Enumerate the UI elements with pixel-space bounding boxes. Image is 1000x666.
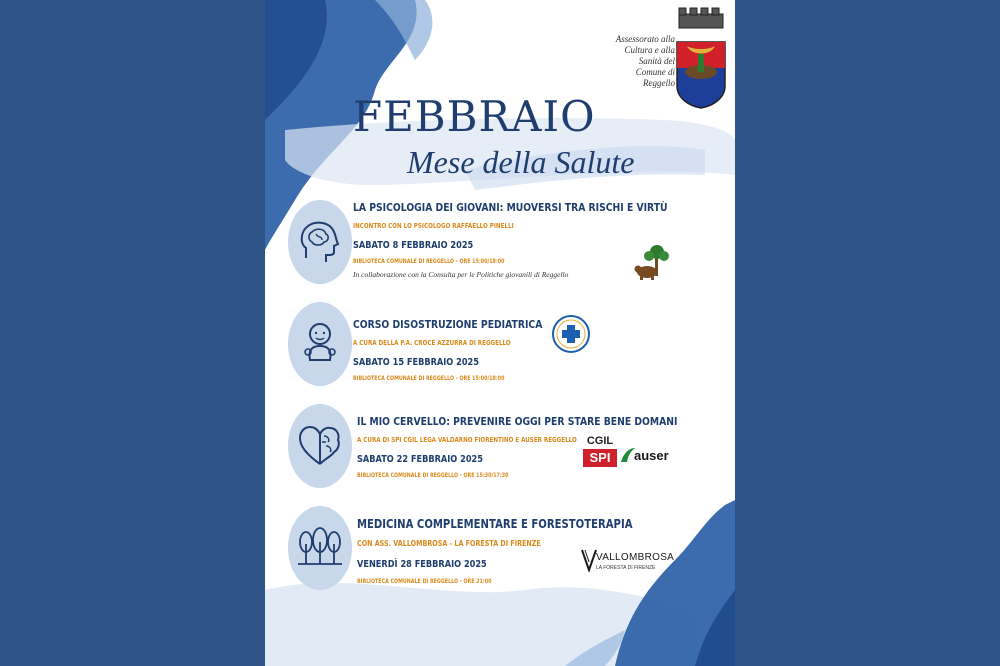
auser-logo (620, 444, 680, 466)
office-line: Comune di (635, 67, 675, 77)
baby-icon (296, 320, 344, 368)
cgil-spi-logo (583, 436, 617, 474)
municipality-office-text (595, 34, 675, 89)
event-icon-circle (288, 506, 352, 590)
town-crest-icon (673, 6, 729, 110)
event-poster (265, 0, 735, 666)
page-title: FEBBRAIO (353, 92, 596, 141)
event-icon-circle (288, 404, 352, 488)
event-icon-circle (288, 302, 352, 386)
vallombrosa-logo-subtext: LA FORESTA DI FIRENZE (596, 565, 656, 571)
event-collaboration-note: In collaborazione con la Consulta per le Politiche giovanili di Reggello (353, 270, 569, 279)
event-icon-circle (288, 200, 352, 284)
event-title: LA PSICOLOGIA DEI GIOVANI: MUOVERSI TRA RISCHI E VIRTÙ (353, 201, 668, 214)
event-date: SABATO 22 FEBBRAIO 2025 (357, 454, 483, 465)
office-line: Reggello (643, 78, 675, 88)
event-title: IL MIO CERVELLO: PREVENIRE OGGI PER STARE BENE DOMANI (357, 415, 678, 428)
page-subtitle: Mese della Salute (407, 144, 635, 180)
event-subtitle: A CURA DI SPI CGIL LEGA VALDARNO FIORENTINO E AUSER REGGELLO (357, 436, 577, 444)
event-title: CORSO DISOSTRUZIONE PEDIATRICA (353, 318, 543, 331)
heart-brain-icon (296, 422, 344, 470)
trees-icon (296, 524, 344, 572)
event-date: SABATO 8 FEBBRAIO 2025 (353, 240, 474, 251)
event-subtitle: CON ASS. VALLOMBROSA - LA FORESTA DI FIRENZE (357, 539, 541, 548)
event-subtitle: A CURA DELLA P.A. CROCE AZZURRA DI REGGELLO (353, 339, 511, 347)
event-date: SABATO 15 FEBBRAIO 2025 (353, 357, 479, 368)
vallombrosa-v-icon (581, 548, 597, 572)
head-brain-icon (296, 218, 344, 266)
office-line: Cultura e alla (624, 45, 675, 55)
cgil-logo-text: CGIL (586, 435, 614, 447)
event-title: MEDICINA COMPLEMENTARE E FORESTOTERAPIA (357, 517, 633, 531)
office-line: Assessorato alla (615, 34, 675, 44)
event-place: BIBLIOTECA COMUNALE DI REGGELLO - ORE 21:00 (357, 578, 492, 585)
bear-tree-logo-icon (633, 244, 671, 282)
event-place: BIBLIOTECA COMUNALE DI REGGELLO - ORE 15:00/18:00 (353, 375, 505, 382)
vallombrosa-logo (581, 546, 675, 576)
vallombrosa-logo-text: VALLOMBROSA (596, 552, 675, 563)
croce-azzurra-logo-icon (551, 314, 591, 354)
office-line: Sanità del (638, 56, 675, 66)
spi-logo-text: SPI (583, 449, 617, 467)
event-place: BIBLIOTECA COMUNALE DI REGGELLO - ORE 15:00/18:00 (353, 258, 505, 265)
event-subtitle: INCONTRO CON LO PSICOLOGO RAFFAELLO PINELLI (353, 222, 514, 230)
event-place: BIBLIOTECA COMUNALE DI REGGELLO - ORE 15:30/17:30 (357, 472, 509, 479)
event-date: VENERDÌ 28 FEBBRAIO 2025 (357, 559, 487, 570)
auser-logo-text: auser (634, 448, 669, 463)
